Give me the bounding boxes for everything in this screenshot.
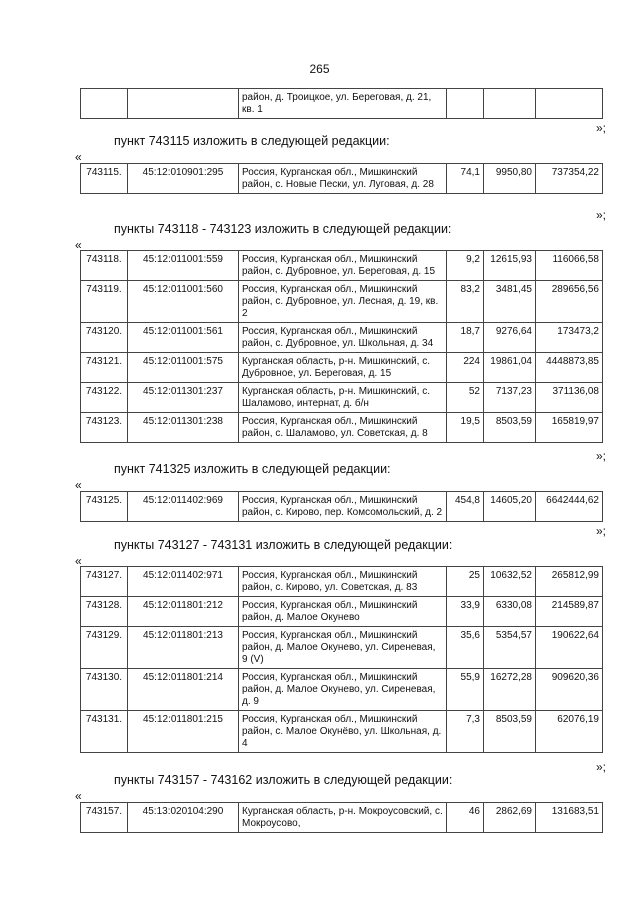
- closing-quote: »;: [595, 121, 606, 135]
- cell-address: Россия, Курганская обл., Мишкинский район, с. Шаламово, ул. Советская, д. 8: [239, 413, 447, 443]
- cell-rate: 6330,08: [484, 597, 536, 627]
- cell-value: 909620,36: [536, 669, 603, 711]
- data-table: [80, 491, 603, 522]
- cell-address: Россия, Курганская обл., Мишкинский район, д. Малое Окунево, ул. Сиреневая, 9 (V): [239, 627, 447, 669]
- cell-value: 116066,58: [536, 251, 603, 281]
- cell-rate: 10632,52: [484, 567, 536, 597]
- opening-quote: «: [75, 554, 82, 568]
- cell-value: 737354,22: [536, 164, 603, 194]
- cell-value: 62076,19: [536, 711, 603, 753]
- cell-address: Россия, Курганская обл., Мишкинский район, д. Малое Окунево, ул. Сиреневая, д. 9: [239, 669, 447, 711]
- cell-area: 74,1: [447, 164, 484, 194]
- section-heading: пункты 743157 - 743162 изложить в следующей редакции:: [114, 773, 453, 787]
- cell-area: 55,9: [447, 669, 484, 711]
- cell-number: 743130.: [81, 669, 128, 711]
- cell-rate: 8503,59: [484, 413, 536, 443]
- cell-number: 743127.: [81, 567, 128, 597]
- data-table: [80, 250, 603, 443]
- cell-area: 83,2: [447, 281, 484, 323]
- cell-address: Россия, Курганская обл., Мишкинский район, с. Кирово, ул. Советская, д. 83: [239, 567, 447, 597]
- cell-number: 743131.: [81, 711, 128, 753]
- cell-rate: 2862,69: [484, 803, 536, 833]
- cell-cadastral: 45:12:011001:560: [128, 281, 239, 323]
- cell-rate: 14605,20: [484, 492, 536, 522]
- table-row: [81, 627, 603, 669]
- cell-address: Россия, Курганская обл., Мишкинский район, с. Дубровное, ул. Школьная, д. 34: [239, 323, 447, 353]
- cell-number: 743157.: [81, 803, 128, 833]
- top-fragment-table: [80, 88, 603, 119]
- cell-cadastral: 45:12:011801:213: [128, 627, 239, 669]
- table-row: [81, 492, 603, 522]
- table-row: [81, 251, 603, 281]
- opening-quote: «: [75, 789, 82, 803]
- cell-rate: 3481,45: [484, 281, 536, 323]
- cell-value: 4448873,85: [536, 353, 603, 383]
- cell-rate: 9950,80: [484, 164, 536, 194]
- cell-address: Россия, Курганская обл., Мишкинский район, с. Малое Окунёво, ул. Школьная, д. 4: [239, 711, 447, 753]
- cell-address: Россия, Курганская обл., Мишкинский район, с. Кирово, пер. Комсомольский, д. 2: [239, 492, 447, 522]
- opening-quote: «: [75, 238, 82, 252]
- cell-area: 18,7: [447, 323, 484, 353]
- cell-rate: 5354,57: [484, 627, 536, 669]
- cell-area: 33,9: [447, 597, 484, 627]
- cell-address: Курганская область, р-н. Мишкинский, с. Дубровное, ул. Береговая, д. 15: [239, 353, 447, 383]
- cell-value: 371136,08: [536, 383, 603, 413]
- page-number: 265: [309, 62, 330, 76]
- cell-rate: 16272,28: [484, 669, 536, 711]
- cell-rate: 8503,59: [484, 711, 536, 753]
- cell-cadastral: 45:12:011402:969: [128, 492, 239, 522]
- cell-address: Курганская область, р-н. Мокроусовский, с. Мокроусово,: [239, 803, 447, 833]
- data-table: [80, 566, 603, 753]
- data-table: [80, 163, 603, 194]
- cell-area: 7,3: [447, 711, 484, 753]
- cell-value: 131683,51: [536, 803, 603, 833]
- opening-quote: «: [75, 478, 82, 492]
- cell-number: 743122.: [81, 383, 128, 413]
- cell-area: 9,2: [447, 251, 484, 281]
- cell-area: 224: [447, 353, 484, 383]
- cell-cadastral: 45:13:020104:290: [128, 803, 239, 833]
- table-row: [81, 597, 603, 627]
- table-row: [81, 803, 603, 833]
- cell-address: Россия, Курганская обл., Мишкинский район, с. Дубровное, ул. Лесная, д. 19, кв. 2: [239, 281, 447, 323]
- cell-value: 6642444,62: [536, 492, 603, 522]
- cell-area: 25: [447, 567, 484, 597]
- section-heading: пункты 743118 - 743123 изложить в следующей редакции:: [114, 222, 452, 236]
- cell-number: [81, 89, 128, 119]
- cell-value: 165819,97: [536, 413, 603, 443]
- cell-area: 46: [447, 803, 484, 833]
- cell-cadastral: 45:12:011001:561: [128, 323, 239, 353]
- cell-number: 743129.: [81, 627, 128, 669]
- cell-rate: 12615,93: [484, 251, 536, 281]
- cell-cadastral: 45:12:011001:559: [128, 251, 239, 281]
- closing-quote: »;: [595, 524, 606, 538]
- cell-area: 35,6: [447, 627, 484, 669]
- data-table: [80, 802, 603, 833]
- section-heading: пункты 743127 - 743131 изложить в следующей редакции:: [114, 538, 453, 552]
- table-row: [81, 567, 603, 597]
- cell-cadastral: 45:12:011301:237: [128, 383, 239, 413]
- cell-number: 743115.: [81, 164, 128, 194]
- cell-cadastral: 45:12:011801:212: [128, 597, 239, 627]
- cell-value: 289656,56: [536, 281, 603, 323]
- cell-rate: 7137,23: [484, 383, 536, 413]
- table-row: [81, 281, 603, 323]
- cell-area: 19,5: [447, 413, 484, 443]
- cell-area: 454,8: [447, 492, 484, 522]
- cell-area: [447, 89, 484, 119]
- cell-number: 743118.: [81, 251, 128, 281]
- cell-cadastral: 45:12:011801:214: [128, 669, 239, 711]
- cell-value: 265812,99: [536, 567, 603, 597]
- cell-address: район, д. Троицкое, ул. Береговая, д. 21, кв. 1: [239, 89, 447, 119]
- cell-address: Россия, Курганская обл., Мишкинский район, с. Дубровное, ул. Береговая, д. 15: [239, 251, 447, 281]
- table-row: [81, 353, 603, 383]
- cell-value: 214589,87: [536, 597, 603, 627]
- cell-number: 743120.: [81, 323, 128, 353]
- cell-cadastral: 45:12:011001:575: [128, 353, 239, 383]
- cell-cadastral: 45:12:011801:215: [128, 711, 239, 753]
- cell-address: Россия, Курганская обл., Мишкинский район, с. Новые Пески, ул. Луговая, д. 28: [239, 164, 447, 194]
- cell-cadastral: 45:12:011402:971: [128, 567, 239, 597]
- cell-rate: [484, 89, 536, 119]
- cell-number: 743121.: [81, 353, 128, 383]
- table-row: [81, 669, 603, 711]
- cell-value: 173473,2: [536, 323, 603, 353]
- cell-area: 52: [447, 383, 484, 413]
- cell-rate: 19861,04: [484, 353, 536, 383]
- table-row: [81, 89, 603, 119]
- cell-number: 743128.: [81, 597, 128, 627]
- section-heading: пункт 743115 изложить в следующей редакции:: [114, 134, 390, 148]
- table-row: [81, 413, 603, 443]
- cell-number: 743125.: [81, 492, 128, 522]
- cell-address: Россия, Курганская обл., Мишкинский район, д. Малое Окунево: [239, 597, 447, 627]
- closing-quote: »;: [595, 760, 606, 774]
- cell-value: 190622,64: [536, 627, 603, 669]
- cell-value: [536, 89, 603, 119]
- cell-rate: 9276,64: [484, 323, 536, 353]
- cell-cadastral: 45:12:010901:295: [128, 164, 239, 194]
- cell-cadastral: 45:12:011301:238: [128, 413, 239, 443]
- cell-address: Курганская область, р-н. Мишкинский, с. Шаламово, интернат, д. б/н: [239, 383, 447, 413]
- table-row: [81, 383, 603, 413]
- table-row: [81, 164, 603, 194]
- cell-number: 743119.: [81, 281, 128, 323]
- closing-quote: »;: [595, 449, 606, 463]
- opening-quote: «: [75, 150, 82, 164]
- table-row: [81, 323, 603, 353]
- closing-quote: »;: [595, 208, 606, 222]
- cell-cadastral: [128, 89, 239, 119]
- section-heading: пункт 741325 изложить в следующей редакции:: [114, 462, 391, 476]
- table-row: [81, 711, 603, 753]
- cell-number: 743123.: [81, 413, 128, 443]
